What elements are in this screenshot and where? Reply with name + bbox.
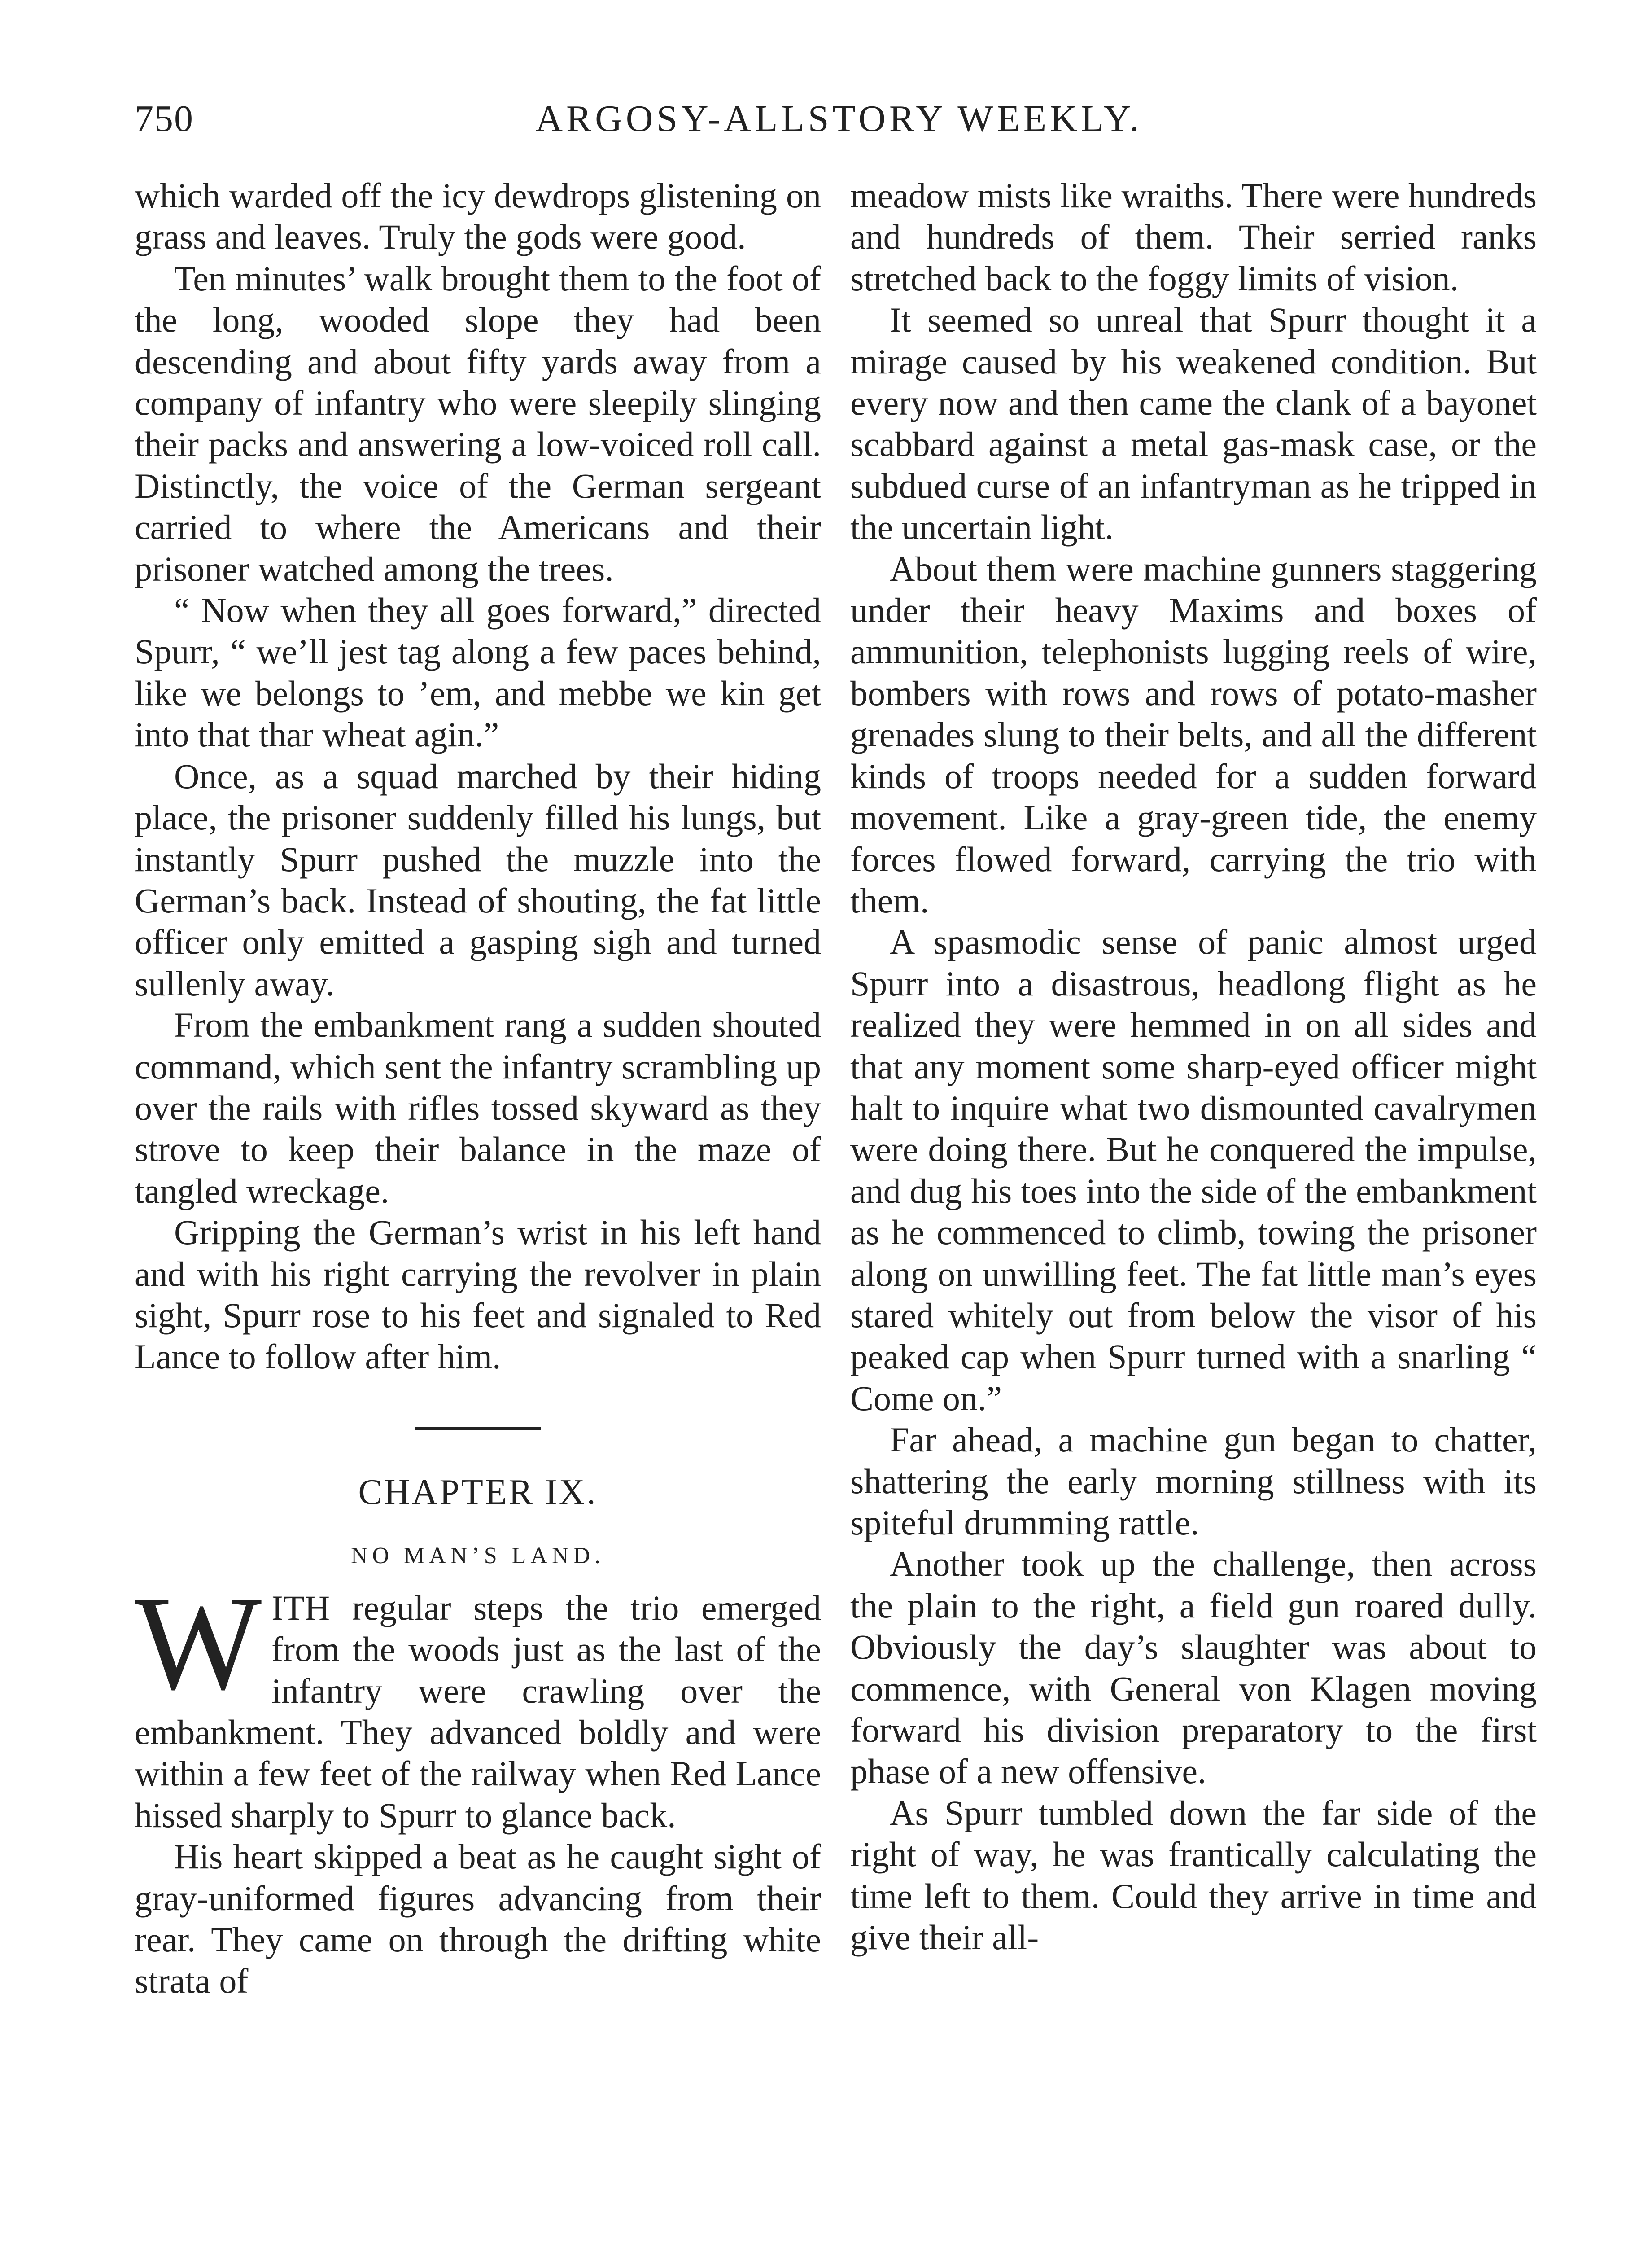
page-number: 750 — [135, 98, 194, 140]
paragraph: His heart skipped a beat as he caught sight of gray-uniformed figures advancing from their rear. They came on through the drifting white strata of — [135, 1837, 821, 2001]
page-header — [135, 94, 1543, 148]
running-head: ARGOSY-ALLSTORY WEEKLY. — [535, 98, 1143, 140]
paragraph: About them were machine gunners staggering under their heavy Maxims and boxes of ammunition, telephonists lugging reels of wire, bombers with rows and rows of potato-masher grenades slung to their belts, and all the different kinds of troops needed for a sudden forward movement. Like a gray-green tide, the enemy forces flowed forward, carrying the trio with them. — [850, 549, 1537, 920]
paragraph: It seemed so unreal that Spurr thought it a mirage caused by his weakened condition. But every now and then came the clank of a bayonet scabbard against a metal gas-mask case, or the subdued curse of an infantryman as he tripped in the uncertain light. — [850, 300, 1537, 547]
paragraph: As Spurr tumbled down the far side of the right of way, he was frantically calculating the time left to them. Could they arrive in time and give their all- — [850, 1793, 1537, 1957]
opening-paragraph-text: ITH regular steps the trio emerged from the woods just as the last of the infantry were crawling over the embankment. They advanced boldly and were within a few feet of the railway when Red Lance hissed sharply to Spurr to glance back. — [135, 1588, 821, 1835]
opening-paragraph — [135, 1568, 821, 1836]
paragraph: A spasmodic sense of panic almost urged Spurr into a disastrous, headlong flight as he realized they were hemmed in on all sides and that any moment some sharp-eyed officer might halt to inquire what two dismounted cavalrymen were doing there. But he conquered the impulse, and dug his toes into the side of the embankment as he commenced to climb, towing the prisoner along on unwilling feet. The fat little man’s eyes stared whitely out from below the visor of his peaked cap when Spurr turned with a snarling “ Come on.” — [850, 922, 1537, 1418]
paragraph: Ten minutes’ walk brought them to the foot of the long, wooded slope they had been descending and about fifty yards away from a company of infantry who were sleepily slinging their packs and answering a low-voiced roll call. Distinctly, the voice of the German sergeant carried to where the Americans and their prisoner watched among the trees. — [135, 259, 821, 588]
paragraph: Gripping the German’s wrist in his left hand and with his right carrying the revolver in plain sight, Spurr rose to his feet and signaled to Red Lance to follow after him. — [135, 1213, 821, 1376]
paragraph: Once, as a squad marched by their hiding place, the prisoner suddenly filled his lungs, but instantly Spurr pushed the muzzle into the German’s back. Instead of shouting, the fat little officer only emitted a gasping sigh and turned sullenly away. — [135, 756, 821, 1003]
paragraph: “ Now when they all goes forward,” directed Spurr, “ we’ll jest tag along a few paces behind, like we belongs to ’em, and mebbe we kin get into that thar wheat agin.” — [135, 591, 821, 754]
left-column — [135, 175, 821, 2002]
section-divider — [415, 1427, 541, 1430]
paragraph: meadow mists like wraiths. There were hundreds and hundreds of them. Their serried ranks stretched back to the foggy limits of vision. — [850, 176, 1537, 298]
chapter-heading: CHAPTER IX. — [358, 1472, 598, 1512]
paragraph: which warded off the icy dewdrops glistening on grass and leaves. Truly the gods were good. — [135, 176, 821, 257]
drop-cap: W — [135, 1568, 262, 1718]
paragraph: From the embankment rang a sudden shouted command, which sent the infantry scrambling up over the rails with rifles tossed skyward as they strove to keep their balance in the maze of tangled wreckage. — [135, 1005, 821, 1210]
paragraph: Another took up the challenge, then across the plain to the right, a field gun roared dully. Obviously the day’s slaughter was about to commence, with General von Klagen moving forward his division preparatory to the first phase of a new offensive. — [850, 1544, 1537, 1791]
right-column — [850, 175, 1537, 1958]
paragraph: Far ahead, a machine gun began to chatter, shattering the early morning stillness with its spiteful drumming rattle. — [850, 1420, 1537, 1542]
chapter-subtitle: NO MAN’S LAND. — [350, 1543, 605, 1569]
